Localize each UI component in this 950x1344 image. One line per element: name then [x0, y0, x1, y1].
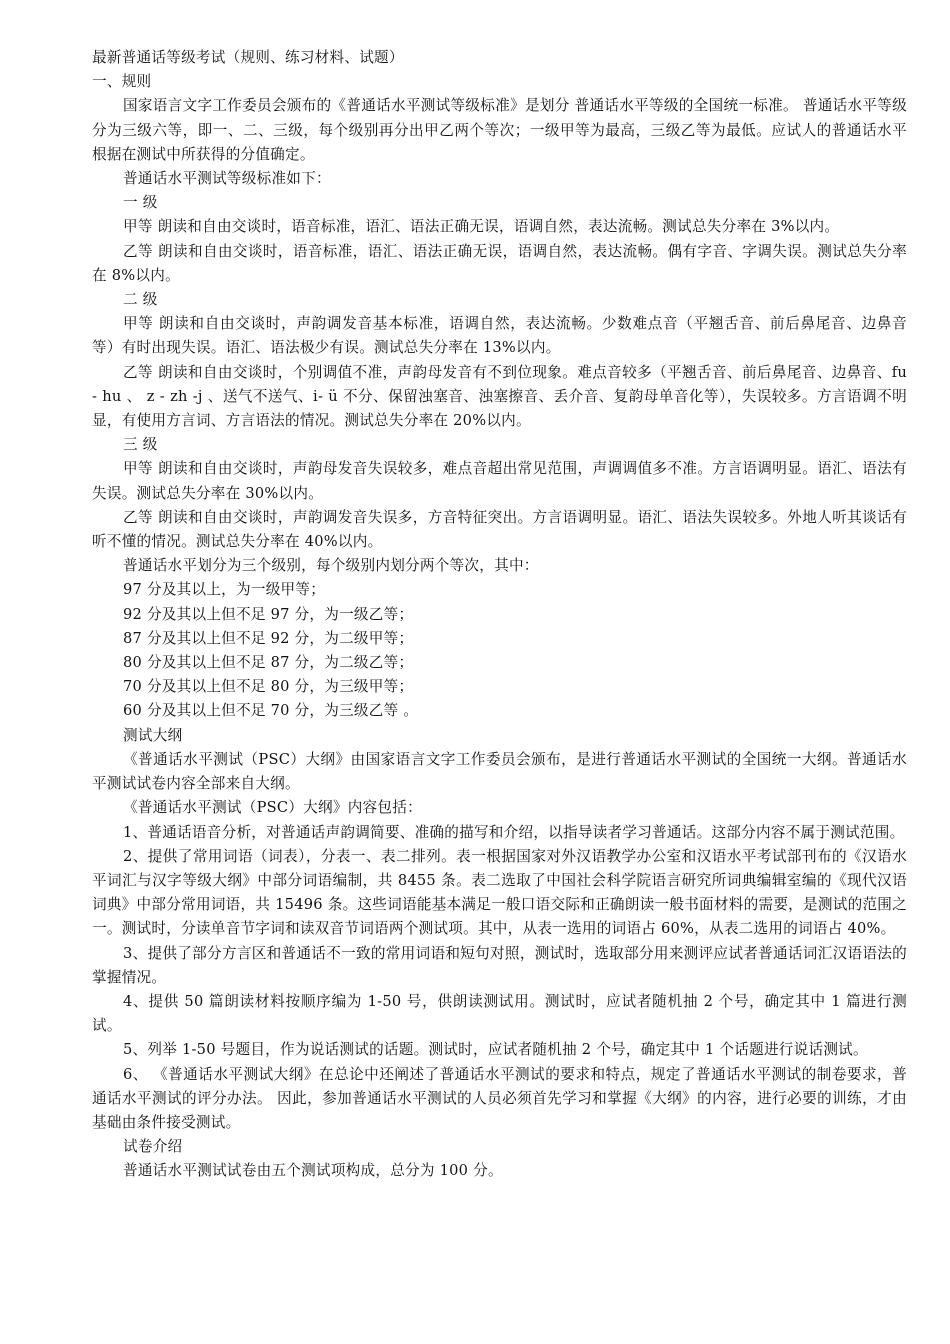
level2-heading: 二 级	[123, 291, 158, 309]
outline-item: 6、 《普通话水平测试大纲》在总论中还阐述了普通话水平测试的要求和特点，规定了普通话水平测试的制卷要求，普通话水平测试的评分办法。 因此，参加普通话水平测试的人员必须首先学习和掌握《大纲》的内容，进行必要的训练，才由基础由条件接受测试。	[92, 1065, 907, 1131]
section-heading-rules: 一、规则	[92, 73, 152, 91]
level2-jia: 甲等 朗读和自由交谈时，声韵调发音基本标准，语调自然，表达流畅。少数难点音（平翘舌音、前后鼻尾音、边鼻音等）有时出现失误。语汇、语法极少有误。测试总失分率在 13%以内。	[92, 315, 907, 357]
standard-intro: 普通话水平测试等级标准如下：	[123, 170, 331, 188]
document-title: 最新普通话等级考试（规则、练习材料、试题）	[92, 49, 404, 66]
outline-item: 2、提供了常用词语（词表），分表一、表二排列。表一根据国家对外汉语教学办公室和汉语水平考试部刊布的《汉语水平词汇与汉字等级大纲》中部分词语编制，共 8455 条。表二选取了中国社会科学院语言研究所词典编辑室编的《现代汉语词典》中部分常用词语，共 15496 条。这些词语能基本满足一般口语交际和正确朗读一般书面材料的需要，是测试的范围之一。测试时，分读单音节字词和读双音节词语两个测试项。其中，从表一选用的词语占 60%，从表二选用的词语占 40%。	[92, 847, 907, 938]
outline-item: 1、普通话语音分析，对普通话声韵调简要、准确的描写和介绍，以指导读者学习普通话。这部分内容不属于测试范围。	[123, 823, 905, 841]
outline-item: 4、提供 50 篇朗读材料按顺序编为 1-50 号，供朗读测试用。测试时，应试者随机抽 2 个号，确定其中 1 篇进行测试。	[92, 992, 907, 1035]
score-line: 97 分及其以上，为一级甲等；	[123, 581, 326, 599]
level3-heading: 三 级	[123, 436, 158, 454]
level3-jia: 甲等 朗读和自由交谈时，声韵母发音失误较多，难点音超出常见范围，声调调值多不准。方言语调明显。语汇、语法有失误。测试总失分率在 30%以内。	[92, 460, 907, 502]
level3-yi: 乙等 朗读和自由交谈时，声韵调发音失误多，方音特征突出。方言语调明显。语汇、语法失误较多。外地人听其谈话有听不懂的情况。测试总失分率在 40%以内。	[92, 508, 907, 551]
outline-intro: 《普通话水平测试（PSC）大纲》由国家语言文字工作委员会颁布，是进行普通话水平测试的全国统一大纲。普通话水平测试试卷内容全部来自大纲。	[92, 750, 907, 793]
level1-heading: 一 级	[123, 194, 158, 212]
score-line: 80 分及其以上但不足 87 分，为二级乙等；	[123, 654, 414, 672]
outline-item: 3、提供了部分方言区和普通话不一致的常用词语和短句对照，测试时，选取部分用来测评应试者普通话词汇汉语语法的掌握情况。	[92, 944, 907, 986]
document-page	[92, 46, 907, 1184]
intro-paragraph: 国家语言文字工作委员会颁布的《普通话水平测试等级标准》是划分 普通话水平等级的全国统一标准。 普通话水平等级分为三级六等，即一、二、三级，每个级别再分出甲乙两个等次；一级甲等为最高，三级乙等为最低。应试人的普通话水平根据在测试中所获得的分值确定。	[92, 97, 907, 163]
level1-yi: 乙等 朗读和自由交谈时，语音标准，语汇、语法正确无误，语调自然，表达流畅。偶有字音、字调失误。测试总失分率在 8%以内。	[92, 242, 907, 284]
level1-jia: 甲等 朗读和自由交谈时，语音标准，语汇、语法正确无误，语调自然，表达流畅。测试总失分率在 3%以内。	[123, 218, 840, 236]
score-intro: 普通话水平划分为三个级别，每个级别内划分两个等次，其中：	[123, 557, 539, 575]
score-line: 92 分及其以上但不足 97 分，为一级乙等；	[123, 605, 414, 623]
level2-yi: 乙等 朗读和自由交谈时，个别调值不准，声韵母发音有不到位现象。难点音较多（平翘舌音、前后鼻尾音、边鼻音、fu - hu 、 z - zh -j 、送气不送气、i- ü 不分、保留浊塞音、浊塞擦音、丢介音、复韵母单音化等），失误较多。方言语调不明显，有使用方言词、方言语法的情况。测试总失分率在 20%以内。	[92, 363, 907, 430]
paper-heading: 试卷介绍	[123, 1138, 183, 1156]
outline-item: 5、列举 1-50 号题目，作为说话测试的话题。测试时，应试者随机抽 2 个号，确定其中 1 个话题进行说话测试。	[123, 1041, 868, 1059]
outline-heading: 测试大纲	[123, 726, 183, 744]
score-line: 70 分及其以上但不足 80 分，为三级甲等；	[123, 678, 414, 696]
outline-contents-heading: 《普通话水平测试（PSC）大纲》内容包括：	[123, 799, 422, 817]
score-line: 60 分及其以上但不足 70 分，为三级乙等 。	[123, 702, 419, 720]
paper-intro: 普通话水平测试试卷由五个测试项构成，总分为 100 分。	[123, 1162, 503, 1180]
score-line: 87 分及其以上但不足 92 分，为二级甲等；	[123, 629, 414, 647]
